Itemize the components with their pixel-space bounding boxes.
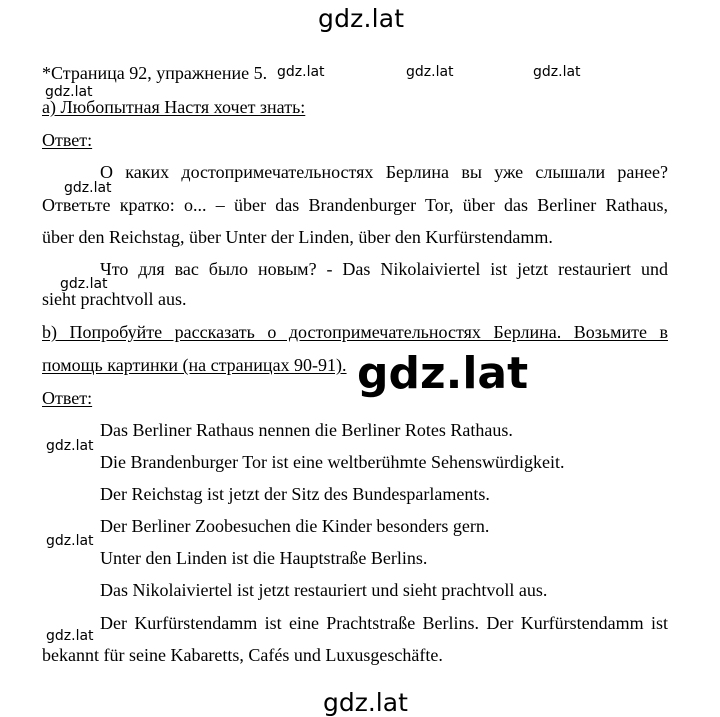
watermark-side-b2: gdz.lat: [60, 276, 108, 292]
exercise-header: *Страница 92, упражнение 5.: [42, 63, 268, 83]
section-a-q1-line2: Ответьте кратко: о... – über das Brandenburger Tor, über das Berliner Rathaus,: [42, 195, 668, 215]
watermark-side-e: gdz.lat: [46, 628, 94, 644]
watermark-side-a: gdz.lat: [45, 84, 93, 100]
answer-sentence: bekannt für seine Kabaretts, Cafés und Luxusgeschäfte.: [42, 645, 443, 665]
watermark-header-3: gdz.lat: [533, 64, 581, 80]
section-a-q1-line1: О каких достопримечательностях Берлина вы уже слышали ранее?: [100, 162, 668, 182]
section-a-q1-line3: über den Reichstag, über Unter der Linden, über den Kurfürstendamm.: [42, 227, 553, 247]
watermark-side-b1: gdz.lat: [64, 180, 112, 196]
section-b-answer-label: Ответ:: [42, 388, 93, 408]
answer-sentence: Unter den Linden ist die Hauptstraße Berlins.: [100, 548, 428, 568]
section-b-title-line1: b) Попробуйте рассказать о достопримечательностях Берлина. Возьмите в: [42, 322, 668, 342]
watermark-top: gdz.lat: [318, 4, 405, 33]
answer-sentence: Die Brandenburger Tor ist eine weltberühmte Sehenswürdigkeit.: [100, 452, 565, 472]
section-b-title-line2: помощь картинки (на страницах 90-91).: [42, 355, 347, 375]
answer-sentence: Das Berliner Rathaus nennen die Berliner Rotes Rathaus.: [100, 420, 513, 440]
answer-sentence: Das Nikolaiviertel ist jetzt restauriert und sieht prachtvoll aus.: [100, 580, 548, 600]
watermark-center: gdz.lat: [357, 348, 529, 399]
answer-sentence: Der Berliner Zoobesuchen die Kinder besonders gern.: [100, 516, 490, 536]
section-a-q2-line2: sieht prachtvoll aus.: [42, 289, 187, 309]
watermark-side-c: gdz.lat: [46, 438, 94, 454]
watermark-header-1: gdz.lat: [277, 64, 325, 80]
watermark-side-d: gdz.lat: [46, 533, 94, 549]
watermark-header-2: gdz.lat: [406, 64, 454, 80]
section-a-answer-label: Ответ:: [42, 130, 93, 150]
answer-sentence: Der Kurfürstendamm ist eine Prachtstraße Berlins. Der Kurfürstendamm ist: [100, 613, 668, 633]
answer-sentence: Der Reichstag ist jetzt der Sitz des Bundesparlaments.: [100, 484, 490, 504]
section-a-q2-line1: Что для вас было новым? - Das Nikolaiviertel ist jetzt restauriert und: [100, 259, 668, 279]
watermark-bottom: gdz.lat: [323, 688, 408, 717]
section-a-title: а) Любопытная Настя хочет знать:: [42, 97, 306, 117]
